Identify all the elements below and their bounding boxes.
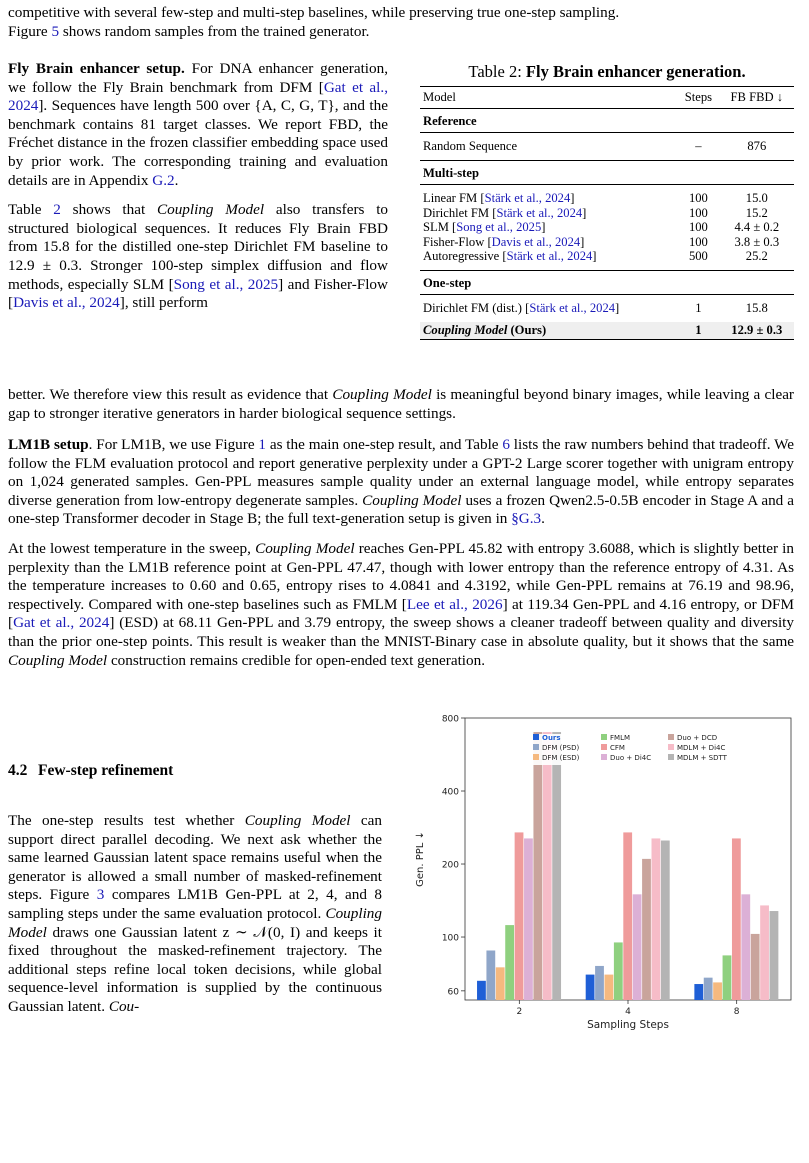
bar xyxy=(496,967,505,1000)
table-2-grid xyxy=(420,86,794,340)
lm1b-text: . xyxy=(541,510,545,528)
intro-text-2: Figure xyxy=(8,22,52,40)
legend-entry: MDLM + Di4C xyxy=(677,744,726,752)
y-axis-label: Gen. PPL ↓ xyxy=(415,831,426,887)
bar xyxy=(614,942,623,1000)
lm1b-heading: LM1B setup xyxy=(8,436,89,453)
table-cell-steps: 500 xyxy=(688,249,708,263)
bar xyxy=(515,832,524,1000)
table-cell-model xyxy=(420,322,677,340)
model-label: Random Sequence xyxy=(423,139,518,153)
section-title: Few-step refinement xyxy=(38,762,174,779)
figure-ref-link[interactable]: 3 xyxy=(96,886,105,904)
bar xyxy=(723,955,732,1000)
citation-link[interactable]: Davis et al., 2024 xyxy=(491,234,581,249)
y-tick-label: 100 xyxy=(441,933,459,944)
section42-text: can support direct parallel decoding. We next ask whether the same learned Gaussian latent space remains useful when the generator is allowed a small number of masked-refinement steps. Figure xyxy=(8,812,382,904)
intro-paragraph xyxy=(8,4,794,41)
legend-entry: CFM xyxy=(610,744,625,752)
table-cell-model xyxy=(420,295,677,322)
legend-swatch xyxy=(533,744,539,750)
legend-swatch xyxy=(601,744,607,750)
bar xyxy=(741,894,750,1000)
legend-swatch xyxy=(533,734,539,740)
bar xyxy=(477,981,486,1000)
y-tick-label: 400 xyxy=(441,787,459,798)
table-caption-title: Fly Brain enhancer generation. xyxy=(525,62,746,81)
section42-text: The one-step results test whether xyxy=(8,812,245,829)
x-axis-label: Sampling Steps xyxy=(587,1019,669,1031)
bracket: ] xyxy=(541,220,546,234)
bar xyxy=(524,838,533,1000)
section42-text: draws one Gaussian latent z ∼ 𝒩(0, I) and keeps it fixed throughout the masked-refinement trajectory. The additional steps refine local token decisions, while global sequence-level information is supplied by the continuous Gaussian latent. xyxy=(8,923,382,1015)
flybrain-text: better. We therefore view this result as evidence that xyxy=(8,386,333,403)
table-2 xyxy=(420,62,794,340)
citation-link[interactable]: Stärk et al., 2024 xyxy=(506,249,593,263)
flybrain-paragraph-2 xyxy=(8,201,388,313)
table-cell-steps: 100 xyxy=(688,220,708,234)
bar xyxy=(642,859,651,1000)
legend-entry: Duo + DCD xyxy=(677,734,718,742)
bracket: ] xyxy=(592,249,597,263)
table-cell-model xyxy=(420,206,677,221)
citation-link[interactable]: Gat et al., 2024 xyxy=(8,78,388,115)
bar xyxy=(713,982,722,1000)
lm1b-text: construction remains credible for open-ended text generation. xyxy=(107,651,485,669)
table-header-steps: Steps xyxy=(677,87,719,109)
table-cell-steps: 1 xyxy=(677,322,719,340)
y-tick-label: 60 xyxy=(447,987,459,998)
lm1b-text: . For LM1B, we use Figure xyxy=(88,436,259,453)
bar xyxy=(694,984,703,1000)
table-caption-label: Table 2: xyxy=(468,62,526,81)
legend-entry: DFM (PSD) xyxy=(542,744,580,752)
lm1b-text: as the main one-step result, and Table xyxy=(266,436,503,453)
table-row xyxy=(420,220,794,235)
flybrain-text: ]. Sequences have length 500 over {A, C, G, T}, and the benchmark contains 81 target classes. We report FBD, the Fréchet distance in the frozen classifier embedding space used by prior work. The corresponding training and evaluation details are in Appendix xyxy=(8,97,388,189)
table-row xyxy=(420,206,794,221)
flybrain-text: Table xyxy=(8,201,54,219)
ours-suffix: (Ours) xyxy=(507,322,547,337)
flybrain-continuation xyxy=(8,386,794,423)
bracket: ] xyxy=(580,234,585,249)
table-cell-steps: 100 xyxy=(688,205,708,220)
x-tick-label: 4 xyxy=(625,1007,631,1017)
citation-link[interactable]: Song et al., 2025 xyxy=(456,220,542,234)
model-label: Linear FM [ xyxy=(423,191,485,205)
section42-left-column xyxy=(8,812,382,1017)
legend-swatch xyxy=(668,734,674,740)
bar xyxy=(751,934,760,1000)
section42-text: compares LM1B Gen-PPL at 2, 4, and 8 sampling steps under the same evaluation protocol. xyxy=(8,886,382,922)
model-name: Coupling Model xyxy=(423,322,508,337)
flybrain-heading: Fly Brain enhancer setup. xyxy=(8,60,185,77)
legend-swatch xyxy=(601,734,607,740)
figure-ref-link[interactable]: 5 xyxy=(51,22,60,40)
x-tick-label: 2 xyxy=(516,1007,523,1017)
table-cell-fbd: 15.0 xyxy=(745,191,768,205)
legend-entry: Ours xyxy=(542,734,561,742)
lm1b-section xyxy=(8,436,794,670)
table-cell-fbd: 15.8 xyxy=(745,301,768,315)
table-cell-model xyxy=(420,220,677,235)
table-cell-fbd: 15.2 xyxy=(745,205,768,220)
table-ref-link[interactable]: 6 xyxy=(502,436,510,453)
table-cell-steps: 100 xyxy=(688,234,708,249)
bar xyxy=(486,950,495,1000)
lm1b-text: At the lowest temperature in the sweep, xyxy=(8,539,256,557)
legend-entry: DFM (ESD) xyxy=(542,754,580,762)
flybrain-text: shows that xyxy=(60,201,157,219)
model-name: Coupling Model xyxy=(244,812,351,829)
bar xyxy=(595,966,604,1000)
flybrain-text: ], still perform xyxy=(119,294,208,312)
legend-entry: FMLM xyxy=(610,734,631,742)
model-name: Coupling Model xyxy=(156,201,265,219)
lm1b-text: ] (ESD) at 68.11 Gen-PPL and 3.79 entropy, the sweep shows a cleaner tradeoff between quality and diversity than the prior one-step points. This result is weaker than the MNIST-Binary case in absolute quality, but it shows that the same xyxy=(8,614,794,650)
table-header-model: Model xyxy=(420,87,677,109)
lm1b-paragraph-2 xyxy=(8,540,794,670)
citation-link[interactable]: Gat et al., 2024 xyxy=(13,614,110,632)
legend-swatch xyxy=(533,754,539,760)
figure-ref-link[interactable]: 1 xyxy=(258,436,266,453)
bar xyxy=(652,838,661,1000)
table-section-title: Reference xyxy=(420,108,794,133)
model-label: Dirichlet FM [ xyxy=(423,205,497,220)
flybrain-text: . xyxy=(174,171,179,189)
flybrain-left-column xyxy=(8,60,388,313)
legend-swatch xyxy=(668,744,674,750)
citation-link[interactable]: Lee et al., 2026 xyxy=(406,595,503,613)
table-cell-fbd: 12.9 ± 0.3 xyxy=(720,322,794,340)
table-row-ours xyxy=(420,322,794,340)
citation-link[interactable]: Stärk et al., 2024 xyxy=(484,191,571,205)
appendix-ref-link[interactable]: G.2 xyxy=(152,171,175,189)
model-label: Dirichlet FM (dist.) [ xyxy=(423,301,530,315)
model-label: Autoregressive [ xyxy=(423,249,507,263)
gen-ppl-bar-chart xyxy=(403,708,798,1034)
bar xyxy=(760,905,769,1000)
table-cell-fbd: 3.8 ± 0.3 xyxy=(734,234,780,249)
model-label: SLM [ xyxy=(423,220,457,234)
citation-link[interactable]: Stärk et al., 2024 xyxy=(529,301,616,315)
flybrain-text: For DNA enhancer generation, we follow the Fly Brain benchmark from DFM [ xyxy=(8,60,389,96)
table-cell-model xyxy=(420,133,677,161)
table-cell-steps: – xyxy=(695,139,702,153)
bar xyxy=(605,975,614,1000)
table-cell-steps: 100 xyxy=(688,191,708,205)
table-row xyxy=(420,235,794,250)
table-cell-fbd: 4.4 ± 0.2 xyxy=(734,220,780,234)
table-cell-model xyxy=(420,185,677,206)
bar xyxy=(586,975,595,1000)
section42-text: Cou- xyxy=(108,997,140,1015)
legend-swatch xyxy=(668,754,674,760)
bar xyxy=(533,732,542,1000)
y-tick-label: 200 xyxy=(441,860,459,871)
model-name: Coupling Model xyxy=(8,904,382,941)
model-name: Coupling Model xyxy=(332,386,432,403)
y-tick-label: 800 xyxy=(441,714,459,725)
table-section-title: Multi-step xyxy=(420,160,794,185)
legend-entry: MDLM + SDTT xyxy=(677,754,727,762)
citation-link[interactable]: Song et al., 2025 xyxy=(173,275,279,293)
flybrain-text: also transfers to structured biological sequences. It reduces Fly Brain FBD from 15.8 for the distilled one-step Dirichlet FM baseline to 12.9 ± 0.3. Stronger 100-step simplex diffusion and flow methods, especially SLM [ xyxy=(8,201,389,293)
bar xyxy=(732,838,741,1000)
bar xyxy=(623,832,632,1000)
lm1b-text: lists the raw numbers behind that tradeoff. We follow the FLM evaluation protocol and report generative perplexity under a GPT-2 Large scorer together with unigram entropy on 1,024 generated samples. Gen-PPL measures sample quality under an external language model, while entropy separates diverse generation from low-entropy degenerate samples. xyxy=(8,436,794,509)
bar xyxy=(505,925,514,1000)
lm1b-text: uses a frozen Qwen2.5-0.5B encoder in Stage A and a one-step Transformer decoder in Stage B; the full text-generation setup is given in xyxy=(8,491,794,528)
bracket: ] xyxy=(570,191,575,205)
intro-text-1: competitive with several few-step and multi-step baselines, while preserving true one-step sampling. xyxy=(8,4,620,21)
table-section-title: One-step xyxy=(420,270,794,295)
bracket: ] xyxy=(582,205,587,220)
citation-link[interactable]: Stärk et al., 2024 xyxy=(496,205,583,220)
x-tick-label: 8 xyxy=(733,1007,740,1017)
bar xyxy=(704,978,713,1000)
lm1b-text: ] at 119.34 Gen-PPL and 4.16 entropy, or DFM [ xyxy=(8,595,794,632)
table-row xyxy=(420,249,794,270)
model-label: Fisher-Flow [ xyxy=(423,234,492,249)
table-cell-fbd: 25.2 xyxy=(745,249,768,263)
intro-text-3: shows random samples from the trained generator. xyxy=(59,22,370,40)
table-cell-fbd: 876 xyxy=(747,139,767,153)
table-row xyxy=(420,295,794,322)
bar xyxy=(543,732,552,1000)
table-ref-link[interactable]: 2 xyxy=(53,201,61,219)
table-row xyxy=(420,133,794,161)
bracket: ] xyxy=(615,301,620,315)
table-cell-steps: 1 xyxy=(695,301,702,315)
flybrain-text: ] and Fisher-Flow [ xyxy=(8,275,388,312)
section42-paragraph xyxy=(8,812,382,1017)
bar xyxy=(661,841,670,1000)
chart-svg xyxy=(403,708,798,1034)
citation-link[interactable]: Davis et al., 2024 xyxy=(13,294,120,312)
table-cell-model xyxy=(420,249,677,270)
lm1b-text: reaches Gen-PPL 45.82 with entropy 3.6088, which is slightly better in perplexity than the LM1B reference point at Gen-PPL 47.47, though with lower entropy than the reference entropy of 4.31. As the temperature increases to 0.60 and 0.65, entropy rises to 4.0841 and 4.3192, while Gen-PPL remains at 76.19 and 98.96, respectively. Compared with one-step baselines such as FMLM [ xyxy=(8,539,794,613)
bar xyxy=(633,894,642,1000)
section-number: 4.2 xyxy=(8,762,28,779)
model-name: Coupling Model xyxy=(362,491,462,509)
table-header-fbd: FB FBD ↓ xyxy=(720,87,794,109)
flybrain-text: is meaningful beyond binary images, while leaving a clear gap to stronger iterative generators in harder biological sequence settings. xyxy=(8,386,794,422)
model-name: Coupling Model xyxy=(255,539,355,557)
table-cell-model xyxy=(420,235,677,250)
bar xyxy=(552,732,561,1000)
bar xyxy=(770,911,779,1000)
legend-swatch xyxy=(601,754,607,760)
table-row xyxy=(420,185,794,206)
lm1b-paragraph-1 xyxy=(8,436,794,529)
legend-entry: Duo + Di4C xyxy=(610,754,652,762)
table-caption xyxy=(420,62,794,82)
flybrain-paragraph-1 xyxy=(8,60,388,190)
section-ref-link[interactable]: §G.3 xyxy=(511,510,542,528)
model-name: Coupling Model xyxy=(8,651,108,669)
section-heading xyxy=(8,762,173,780)
